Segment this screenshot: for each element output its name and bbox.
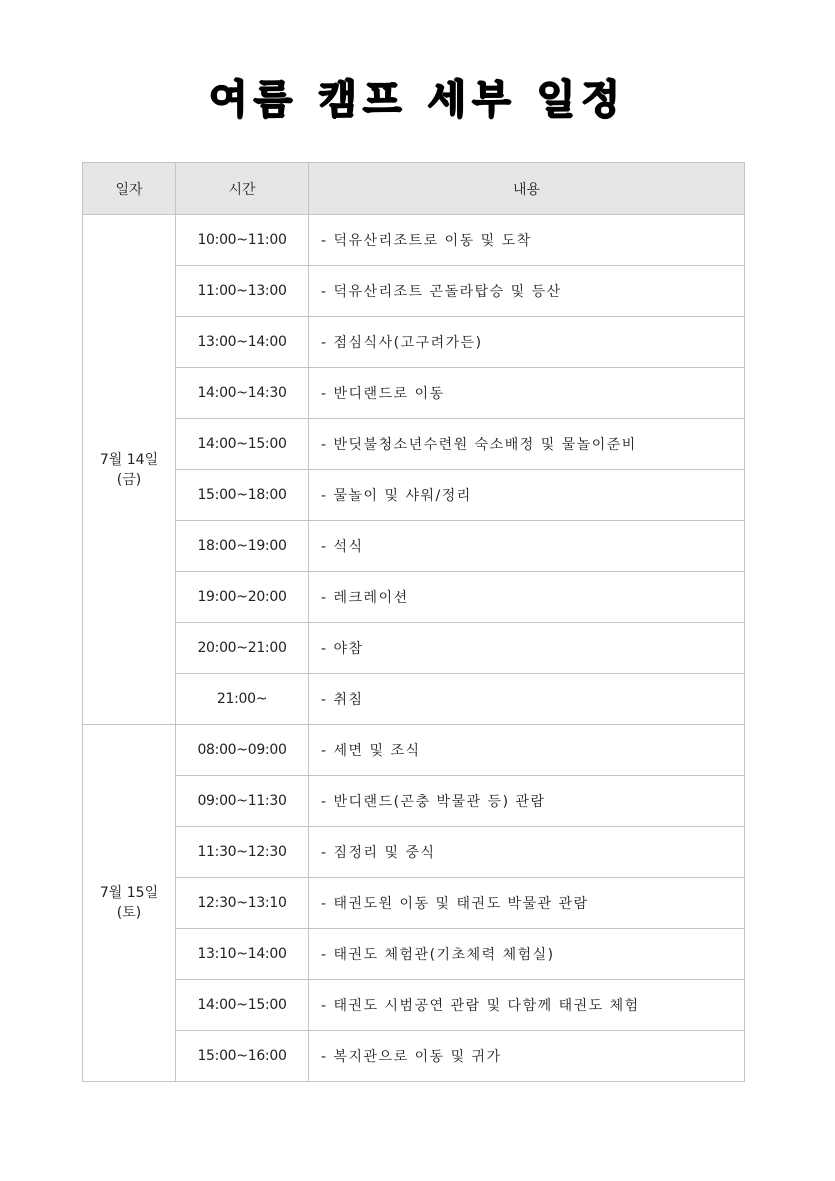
time-cell: 14:00~14:30: [176, 368, 309, 419]
time-cell: 14:00~15:00: [176, 980, 309, 1031]
table-row: [83, 1031, 745, 1082]
table-row: [83, 674, 745, 725]
table-row: [83, 929, 745, 980]
content-cell: - 야참: [309, 623, 745, 674]
content-cell: - 태권도원 이동 및 태권도 박물관 관람: [309, 878, 745, 929]
time-cell: 15:00~16:00: [176, 1031, 309, 1082]
table-row: [83, 980, 745, 1031]
page-title: 여름 캠프 세부 일정: [209, 77, 626, 123]
content-cell: - 반딧불청소년수련원 숙소배정 및 물놀이준비: [309, 419, 745, 470]
day-date: 7월 14일: [99, 451, 159, 468]
time-cell: 11:00~13:00: [176, 266, 309, 317]
day-cell: [83, 215, 176, 725]
header-time: 시간: [176, 163, 309, 215]
content-cell: - 태권도 시범공연 관람 및 다함께 태권도 체험: [309, 980, 745, 1031]
day-weekday: (금): [116, 471, 142, 488]
table-row: [83, 725, 745, 776]
time-cell: 09:00~11:30: [176, 776, 309, 827]
table-row: [83, 470, 745, 521]
content-cell: - 석식: [309, 521, 745, 572]
content-cell: - 덕유산리조트 곤돌라탑승 및 등산: [309, 266, 745, 317]
content-cell: - 세면 및 조식: [309, 725, 745, 776]
header-content: 내용: [309, 163, 745, 215]
content-cell: - 복지관으로 이동 및 귀가: [309, 1031, 745, 1082]
table-row: [83, 368, 745, 419]
content-cell: - 태권도 체험관(기초체력 체험실): [309, 929, 745, 980]
time-cell: 21:00~: [176, 674, 309, 725]
time-cell: 15:00~18:00: [176, 470, 309, 521]
content-cell: - 물놀이 및 샤워/정리: [309, 470, 745, 521]
table-row: [83, 878, 745, 929]
content-cell: - 덕유산리조트로 이동 및 도착: [309, 215, 745, 266]
table-row: [83, 572, 745, 623]
table-row: [83, 317, 745, 368]
content-cell: - 반디랜드로 이동: [309, 368, 745, 419]
table-row: [83, 827, 745, 878]
schedule-table: [82, 162, 745, 1082]
table-row: [83, 623, 745, 674]
time-cell: 18:00~19:00: [176, 521, 309, 572]
table-row: [83, 419, 745, 470]
table-row: [83, 215, 745, 266]
table-body: [83, 215, 745, 1082]
table-row: [83, 266, 745, 317]
time-cell: 10:00~11:00: [176, 215, 309, 266]
day-date: 7월 15일: [99, 885, 159, 901]
header-day: 일자: [83, 163, 176, 215]
time-cell: 13:10~14:00: [176, 929, 309, 980]
day-cell: [83, 725, 176, 1082]
table-row: [83, 776, 745, 827]
content-cell: - 취침: [309, 674, 745, 725]
day-weekday: (토): [116, 905, 142, 921]
time-cell: 08:00~09:00: [176, 725, 309, 776]
table-header: [83, 163, 745, 215]
time-cell: 19:00~20:00: [176, 572, 309, 623]
content-cell: - 짐정리 및 중식: [309, 827, 745, 878]
time-cell: 14:00~15:00: [176, 419, 309, 470]
time-cell: 12:30~13:10: [176, 878, 309, 929]
table-row: [83, 521, 745, 572]
header-row: [83, 163, 745, 215]
content-cell: - 점심식사(고구려가든): [309, 317, 745, 368]
content-cell: - 반디랜드(곤충 박물관 등) 관람: [309, 776, 745, 827]
time-cell: 11:30~12:30: [176, 827, 309, 878]
time-cell: 20:00~21:00: [176, 623, 309, 674]
content-cell: - 레크레이션: [309, 572, 745, 623]
time-cell: 13:00~14:00: [176, 317, 309, 368]
